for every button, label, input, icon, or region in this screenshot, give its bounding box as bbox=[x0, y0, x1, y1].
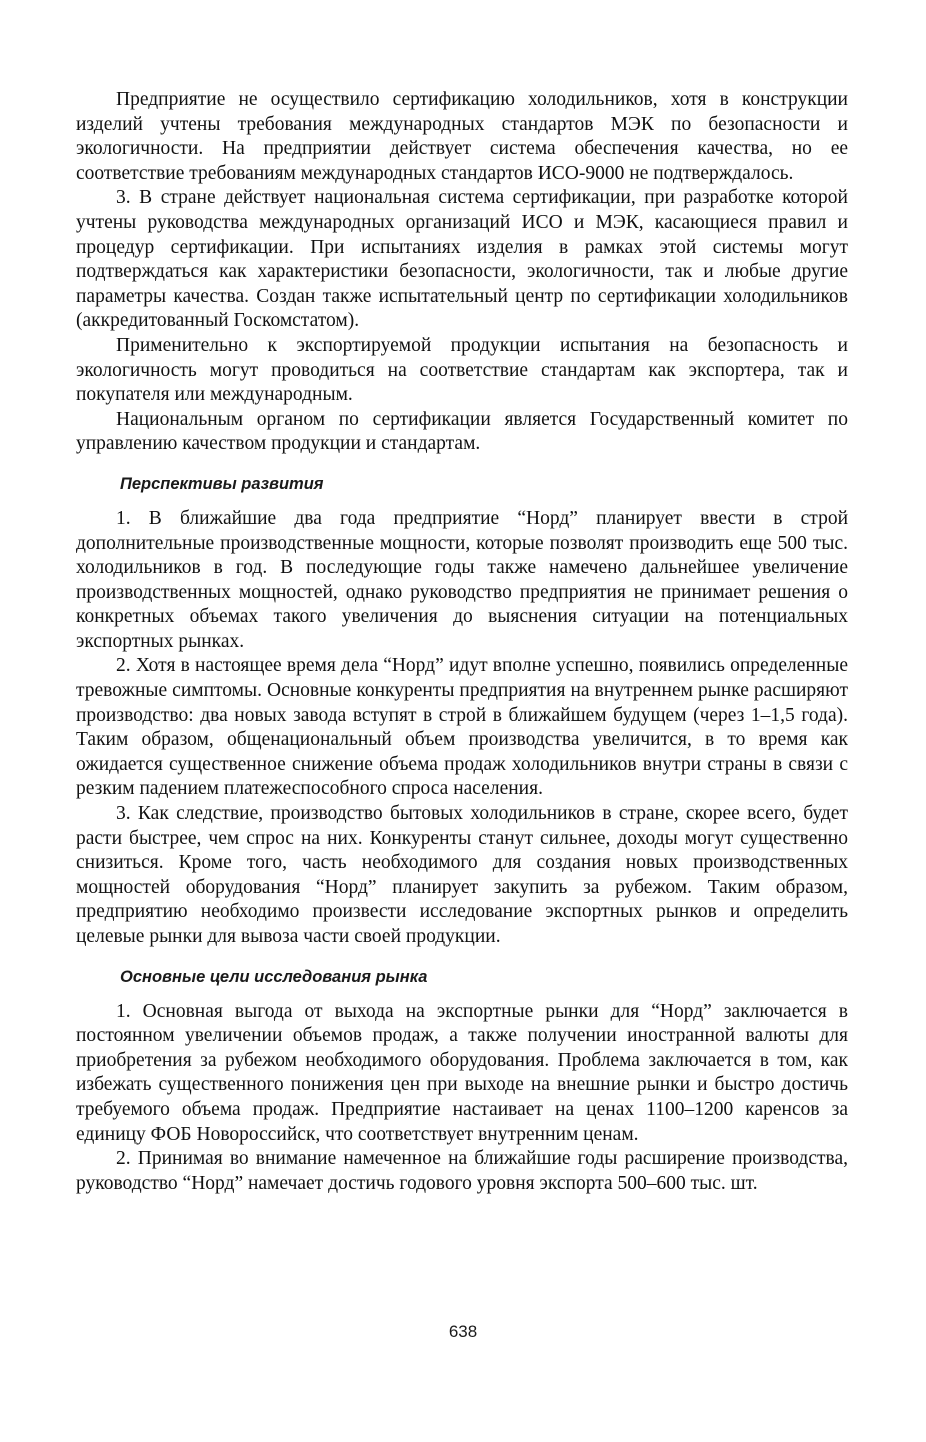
paragraph-export-benefit: 1. Основная выгода от выхода на экспортные рынки для “Норд” заключается в постоянном увеличении объемов продаж, а также получении иностранной валюты для приобретения за рубежом необходимого оборудования. Проблема заключается в том, как избежать существенного понижения цен при выходе на внешние рынки и быстро достичь требуемого объема продаж. Предприятие настаивает на ценах 1100–1200 каренсов за единицу ФОБ Новороссийск, что соответствует внутренним ценам. bbox=[76, 1000, 848, 1145]
section-heading-development: Перспективы развития bbox=[120, 474, 324, 493]
section-heading-research-goals: Основные цели исследования рынка bbox=[120, 967, 428, 986]
paragraph-certification-status: Предприятие не осуществило сертификацию холодильников, хотя в конструкции изделий учтены требования международных стандартов МЭК по безопасности и экологичности. На предприятии действует система обеспечения качества, но ее соответствие требованиям международных стандартов ИСО-9000 не подтверждалось. bbox=[76, 89, 848, 184]
paragraph-national-authority: Национальным органом по сертификации является Государственный комитет по управлению качеством продукции и стандартам. bbox=[76, 408, 848, 455]
paragraph-export-target: 2. Принимая во внимание намеченное на ближайшие годы расширение производства, руководство “Норд” намечает достичь годового уровня экспорта 500–600 тыс. шт. bbox=[76, 1148, 848, 1194]
paragraph-capacity-plans: 1. В ближайшие два года предприятие “Норд” планирует ввести в строй дополнительные производственные мощности, которые позволят производить еще 500 тыс. холодильников в год. В последующие годы также намечено дальнейшее увеличение производственных мощностей, однако руководство предприятия не принимает решения о конкретных объемах такого увеличения до выяснения ситуации на потенциальных экспортных рынках. bbox=[76, 507, 848, 652]
paragraph-warning-signs: 2. Хотя в настоящее время дела “Норд” идут вполне успешно, появились определенные тревожные симптомы. Основные конкуренты предприятия на внутреннем рынке расширяют производство: два новых завода вступят в строй в ближайшем будущем (через 1–1,5 года). Таким образом, общенациональный объем производства увеличится, в то время как ожидается существенное снижение объема продаж холодильников внутри страны в связи с резким падением платежеспособного спроса населения. bbox=[76, 655, 848, 800]
paragraph-export-testing: Применительно к экспортируемой продукции испытания на безопасность и экологичность могут проводиться на соответствие стандартам как экспортера, так и покупателя или международным. bbox=[76, 334, 848, 406]
paragraph-national-certification: 3. В стране действует национальная система сертификации, при разработке которой учтены руководства международных организаций ИСО и МЭК, касающиеся правил и процедур сертификации. При испытаниях изделия в рамках этой системы могут подтверждаться как характеристики безопасности, экологичности, так и любые другие параметры качества. Создан также испытательный центр по сертификации холодильников (аккредитованный Госкомстатом). bbox=[76, 187, 848, 332]
paragraph-consequences: 3. Как следствие, производство бытовых холодильников в стране, скорее всего, будет расти быстрее, чем спрос на них. Конкуренты станут сильнее, доходы могут существенно снизиться. Кроме того, часть необходимого для создания новых производственных мощностей оборудования “Норд” планирует закупить за рубежом. Таким образом, предприятию необходимо произвести исследование экспортных рынков и определить целевые рынки для вывоза части своей продукции. bbox=[76, 803, 848, 947]
page-number: 638 bbox=[448, 1322, 478, 1341]
page-body bbox=[76, 88, 848, 1196]
